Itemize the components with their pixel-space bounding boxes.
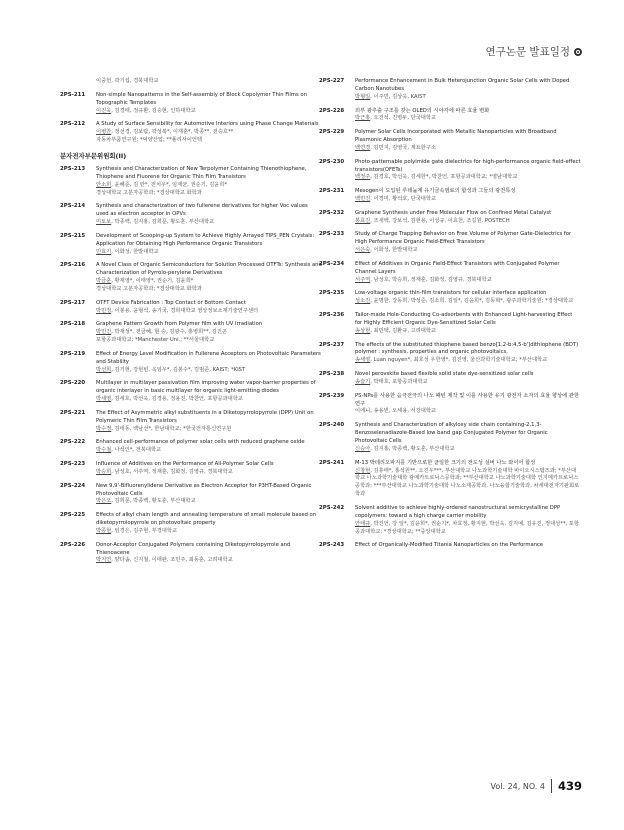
presenting-author: 박세영 [96,396,112,403]
presenting-author: 송상현 [355,327,371,334]
entry-authors [355,446,581,454]
footer-volume: Vol. 24, NO. 4 [490,781,545,791]
entry-code: 2PS-211 [60,91,86,98]
entry-code: 2PS-225 [60,512,86,519]
entry-authors [96,308,322,316]
co-authors: , 김경태, 정규환, 김승현, 인하대학교 [111,107,196,114]
entry-title: Influence of Additives on the Performance of All-Polymer Solar Cells [96,461,274,467]
entry-title: Novel perovskite based flexible solid state dye-sensitized solar cells [355,371,534,378]
entry-authors [96,249,322,257]
entry-title: Effect of Organically-Modified Titania Nanoparticles on the Performance [355,542,544,549]
entry-authors [96,182,322,198]
header-title: 연구논문 발표일정 [485,46,570,58]
entry-code: 2PS-241 [319,459,345,466]
entry-authors [355,328,581,336]
entry-title: Synthesis and characterization of two fullerene derivatives for higher Voc values used as electron acceptor in OPVs [96,203,308,218]
entry-title: M-13 박테리오파지를 기반으로한 균일한 크기의 전도성 실버 나노 와이어 합성 [355,459,536,466]
entry-title: The effects of the substituted thiophene based benzo[1,2-b:4,5-b']dithiophene (BDT) polymer : synthesis, properties and organic photovoltaics, [355,341,579,356]
entry-2ps-240 [319,422,581,454]
section-heading: 분자전자부문위원회(II) [60,151,127,160]
entry-title: Photo-patternable polyimide gate dielectrics for high-performance organic field-effect transistors(OFETs) [355,158,581,173]
entry-title: Graphene Synthesis under Free Molecular Flow on Confined Metal Catalyst [355,209,552,216]
presenting-author: 신승아 [355,445,371,452]
entry-title: OTFT Device Fabrication : Top Contact or Bottom Contact [96,299,246,306]
entry-2ps-217 [60,300,322,316]
entry-title: Performance Enhancement in Bulk Heterojunction Organic Solar Cells with Doped Carbon Nanotubes [355,78,570,92]
entry-2ps-227 [319,78,581,102]
page-footer [491,779,582,793]
entry-title: Graphene Pattern Growth from Polymer film with UV Irradiation [96,321,263,328]
entry-title: New 9,9'-Bifluorenylidene Derivative as Electron Acceptor for P3HT-Based Organic Photovoltaic Cells [96,482,312,497]
entry-title: Effects of alkyl chain length and annealing temperature of small molecule based on diketopyrrolopyrrole on photovoltaic property [96,512,317,527]
co-authors: , 황재영*, 이태영*, 권순기, 김윤희* 경상대학교 고분자공학과; *경상대학교 화학과 [96,278,202,293]
presenting-author: 민효기 [96,248,112,255]
entry-title: Mesogen이 도입된 루테늄계 유기금속염료의 합성과 그들의 광전특성 [355,188,516,195]
presenting-author: 미토보 [96,219,112,226]
co-authors: , 김휴태*, 홍석원**, 오진우***, 부산대학교 나노과학기술대학 바이오시스템즈과; *부산대학교 나노과학기술대학 광메카트로닉스공학과; **부산대학교 나노과학기술대학 인지메카트로닉스공학과; ***부산대학교 나노과학기술대학 나노소재공학과, 나노융합기술학과, 차세대전자기판회로학과 [355,467,580,498]
entry-authors [355,357,581,365]
entry-2ps-221 [60,410,322,434]
entry-code: 2PS-232 [319,209,345,216]
co-authors: , 조새백, 강보석, 김현용, 이성규, 이효천, 조길원, POSTECH [370,217,510,224]
entry-code: 2PS-212 [60,121,86,128]
entry-code: 2PS-222 [60,439,86,446]
presenting-author: 송세영 [355,357,371,364]
entry-code: 2PS-231 [319,188,345,195]
co-authors: , 윤명한, 강동희, 박성준, 김소희, 김일*, 김윤희*, 김동혁*, 광주과학기술원; *경상대학교 [370,298,574,305]
presenting-author: 백연경 [355,144,371,151]
entry-2ps-228 [319,108,581,124]
presenting-author: 박수철 [96,447,112,454]
presenting-author: 서은숙 [355,247,371,254]
entry-authors [355,408,581,416]
entry-code: 2PS-227 [319,78,345,84]
presenting-author: 박민정 [96,307,112,314]
entry-title: Tailor-made Hole-Conducting Co-adsorbents with Enhanced Light-harvesting Effect for Highly Efficient Organic Dye-Sensitized Solar Cells [355,312,573,326]
entry-title: Non-simple Nanopatterns in the Self-assembly of Block Copolymer Thin Films on Topographic Templates [96,91,307,106]
entry-title: Multilayer in multilayer passivation film improving water vapor-barrier properties of organic interlayer in basic multilayer for organic light-emitting diodes [96,380,316,395]
entry-code: 2PS-233 [319,231,345,238]
entry-authors [96,557,322,565]
entry-authors [96,498,322,506]
presenting-author: 봉효진 [355,217,371,224]
entry-2ps-230 [319,159,581,183]
page-number: 439 [551,779,582,793]
presenting-author: 서주역 [355,276,371,283]
entry-title: Development of Scooping-up System to Achieve Highly Arrayed TIPS_PEN Crystals: Application for Obtaining High Performance Organic Transistors [96,232,315,247]
presenting-author: 안태규 [355,520,371,527]
entry-authors [96,396,322,404]
presenting-author: 박금훈 [96,278,112,285]
co-authors: , 김태동, 백남선*, 한남대학교; *한국전자통신연구원 [111,425,232,432]
entry-2ps-223 [60,461,322,477]
entry-title: A Novel Class of Organic Semiconductors for Solution Processed OTFTs: Synthesis and Characterization of Pyrrolo-perylene Derivatives [96,262,322,277]
entry-authors [96,469,322,477]
entry-code: 2PS-238 [319,371,345,378]
co-authors: , 나석인*, 전북대학교 [111,447,162,454]
co-authors: , 이경미, 황석호, 단국대학교 [370,196,437,203]
entry-authors [355,196,581,204]
co-authors: , 윤혜준, 김 란*, 전치우*, 임재균, 권순기, 김윤희* 경상대학교 고분자공학과; *경상대학교 화학과 [96,181,228,196]
entry-title: Solvent additive to achieve highly-ordered nanostructural semicrystalline DPP copolymers: toward a high charge carrier mobility [355,504,561,519]
entry-code: 2PS-236 [319,312,345,319]
entry-code: 2PS-220 [60,380,86,387]
entry-code: 2PS-223 [60,461,86,467]
co-authors: 이에니, 송용빈, 오세용, 서강대학교 [355,408,437,415]
entry-authors [96,528,322,536]
co-authors: , Luan nguyen*, 최호성 우한영*, 김진영, 울산과학기술대학교; *부산대학교 [370,357,548,364]
entry-2ps-232 [319,210,581,226]
entry-2ps-224 [60,483,322,507]
entry-authors [355,298,581,306]
entry-2ps-222 [60,439,322,455]
co-authors: , 김희문, 박종백, 황도훈, 부산대학교 [111,498,196,505]
entry-code: 2PS-219 [60,350,86,357]
entry-code: 2PS-215 [60,232,86,239]
entry-2ps-231 [319,188,581,204]
presenting-author: 이병찬 [96,129,112,136]
entry-2ps-234 [319,261,581,285]
presenting-author: 박선희 [96,366,112,373]
entry-2ps-239 [319,393,581,417]
entry-code: 2PS-240 [319,422,345,429]
entry-2ps-219 [60,351,322,375]
co-authors: , 김민지, 김영국, 계요한구소 [370,144,437,151]
entry-authors [355,521,581,537]
presenting-author: 박민진 [96,329,112,336]
co-authors: , 이주민, 김상욱, KAIST [370,93,426,100]
entry-2ps-212 [60,121,322,145]
entry-2ps-235 [319,290,581,306]
entry-2ps-218 [60,321,322,345]
co-authors: , 박종백, 김지홍, 김희문, 황도훈, 부산대학교 [111,219,215,226]
entry-authors [96,219,322,227]
co-authors: , 임경은, 김주현, 부경대학교 [111,527,178,534]
entry-authors [96,367,322,375]
co-authors: , 박재성*, 전금혜, 현 승, 김광수, 홍병희**, 김진곤 포항공과대학교; *Manchester Uni.; **서울대학교 [96,329,228,344]
co-authors: , 김지홍, 박종백, 황도훈, 부산대학교 [370,445,455,452]
co-authors: , 김세호, 박선욱, 김경용, 정용진, 박찬언, 포항공과대학교 [111,396,243,403]
entry-title: Low-voltage organic thin-film transistors for cellular interface application [355,290,547,297]
entry-authors [355,145,581,153]
entry-2ps-213 [60,166,322,198]
entry-code: 2PS-237 [319,341,345,348]
circle-bullet-icon [574,48,582,56]
presenting-author: 박근홍 [355,115,371,122]
co-authors: , 남성호, 박승희, 정재훈, 김화정, 김영규, 경북대학교 [370,276,492,283]
entry-2ps-215 [60,233,322,257]
entry-authors [355,218,581,226]
presenting-author: 이진욱 [96,107,112,114]
entry-2ps-216 [60,262,322,294]
right-column [319,78,581,556]
co-authors: , 김기현, 강현빈, 옥임우*, 김봉수*, 김범준, KAIST; *KIST [111,366,246,373]
entry-code: 2PS-228 [319,107,345,114]
entry-2ps-214 [60,203,322,227]
entry-2ps-226 [60,542,322,566]
entry-2ps-211 [60,92,322,116]
presenting-author: 성소진 [355,298,371,305]
presenting-author: 백정주 [355,174,371,181]
entry-authors [96,129,322,145]
co-authors: , 이화성, 한밭대학교 [111,248,159,255]
co-authors: , 박태호, 포항공과대학교 [370,378,428,385]
entry-code: 2PS-214 [60,203,86,210]
entry-code: 2PS-217 [60,299,86,306]
entry-title: Donor-Acceptor Conjugated Polymers containing Diketopyrrolopyrrole and Thienoacene [96,541,291,556]
entry-authors [96,108,322,116]
entry-code: 2PS-221 [60,409,86,416]
entry-authors [96,447,322,455]
presenting-author: 백민진 [355,196,371,203]
entry-code: 2PS-235 [319,290,345,297]
entry-authors [96,426,322,434]
entry-authors [96,278,322,294]
presenting-author: 송슬기 [355,378,371,385]
entry-code: 2PS-216 [60,262,86,269]
co-authors: , 최민택, 김환규, 고려대학교 [370,327,437,334]
entry-2ps-241 [319,460,581,500]
entry-code: 2PS-234 [319,260,345,267]
entry-code: 2PS-243 [319,542,345,549]
entry-2ps-237 [319,342,581,366]
left-column [60,78,322,571]
page-header [486,44,582,59]
co-authors: , 양다솜, 신지철, 이태완, 조민주, 최동훈, 고려대학교 [111,557,233,564]
co-authors: , 이봉용, 윤형석, 송기국, 경희대학교 영상정보소재기술연구센터 [111,307,259,314]
entry-title: Synthesis and Characterization of alkyloxy side chain containing-2,1,3-Benzoselenadiazole-Based low band gap Conjugated Polymer for Organic Photovoltaic Cells [355,422,548,444]
co-authors: , 오진석, 진병두, 단국대학교 [370,115,437,122]
entry-2ps-238 [319,371,581,387]
co-authors: , 박진언, 강 일*, 김윤희*, 권순기*, 차효정, 황지현, 박선욱, 김지예, 김유진, 정대성**, 포항공과대학교; *경상대학교; **중앙대학교 [355,520,579,535]
entry-authors [355,247,581,255]
entry-authors [355,94,581,102]
entry-authors [355,174,581,182]
entry-title: PS-NPs를 사용한 음극전극의 나노 패턴 제작 및 이를 사용한 유기 광전자 소자의 효율 향상에 관한 연구 [355,392,580,407]
entry-title: 외부 광추출 구조를 갖는 OLED의 시야각에 따른 효율 변화 [355,107,490,114]
entry-code: 2PS-226 [60,541,86,548]
entry-code: 2PS-224 [60,482,86,489]
presenting-author: 박수정 [96,425,112,432]
entry-2ps-243 [319,542,581,550]
co-authors: , 남성호, 서주역, 정재훈, 김화정, 김영규, 경북대학교 [111,468,233,475]
presenting-author: 박승희 [96,468,112,475]
entry-authors [96,329,322,345]
entry-authors [355,277,581,285]
entry-title: A Study of Surface Sensibility for Automotive Interiors using Phase Change Materials [96,121,319,128]
entry-title: Synthesis and Characterization of New Terpolymer Containing Thienothiophene, Thiophene and Fluorene for Organic Thin Film Transistors [96,165,307,180]
presenting-author: 박은오 [96,498,112,505]
presenting-author: 박형일 [355,93,371,100]
entry-code: 2PS-230 [319,158,345,165]
entry-title: Study of Charge Trapping Behavior on Free Volume of Polymer Gate-Dielectrics for High Performance Organic Field-Effect Transistors [355,231,572,246]
entry-2ps-236 [319,312,581,336]
entry-code: 2PS-218 [60,321,86,328]
entry-title: The Effect of Asymmetric alkyl substituents in a Diketopyrrolopyrrole (DPP) Unit on Polymeric Thin Film Transistors [96,409,314,424]
entry-code: 2PS-213 [60,165,86,172]
entry-code: 2PS-229 [319,129,345,136]
entry-title: Enhanced cell-performance of polymer solar cells with reduced graphene oxide [96,439,305,446]
entry-continued [60,78,322,86]
entry-authors [355,379,581,387]
entry-title: Polymer Solar Cells Incorporated with Metallic Nanoparticles with Broadband Plasmonic Absorption [355,129,557,144]
entry-code: 2PS-242 [319,504,345,511]
entry-2ps-225 [60,512,322,536]
presenting-author: 박종현 [96,527,112,534]
presenting-author: 안소희 [96,181,112,188]
entry-2ps-220 [60,380,322,404]
entry-authors: 이중헌, 곽기섭, 경북대학교 [96,78,159,84]
entry-title: Effect of Additives in Organic Field-Effect Transistors with Conjugated Polymer Channel Layers [355,260,560,275]
co-authors: , 정선경, 김보람, 곽성복*, 이재훈*, 박종**, 전승호** 자동차부품연구원; *덕양산업; **폴리사이언텍 [96,129,234,144]
co-authors: , 김경호, 박선욱, 김세한*, 박찬언, 포항공과대학교; *영남대학교 [370,174,518,181]
co-authors: , 이화성, 한밭대학교 [370,247,418,254]
presenting-author: 신창현 [355,467,371,474]
entry-2ps-229 [319,129,581,153]
presenting-author: 박지연 [96,557,112,564]
entry-2ps-242 [319,505,581,537]
entry-code: 2PS-239 [319,392,345,399]
entry-2ps-233 [319,231,581,255]
entry-authors [355,468,581,500]
entry-title: Effect of Energy Level Modification in Fullerene Acceptors on Photovoltaic Parameters and Stability [96,350,321,365]
entry-authors [355,115,581,123]
